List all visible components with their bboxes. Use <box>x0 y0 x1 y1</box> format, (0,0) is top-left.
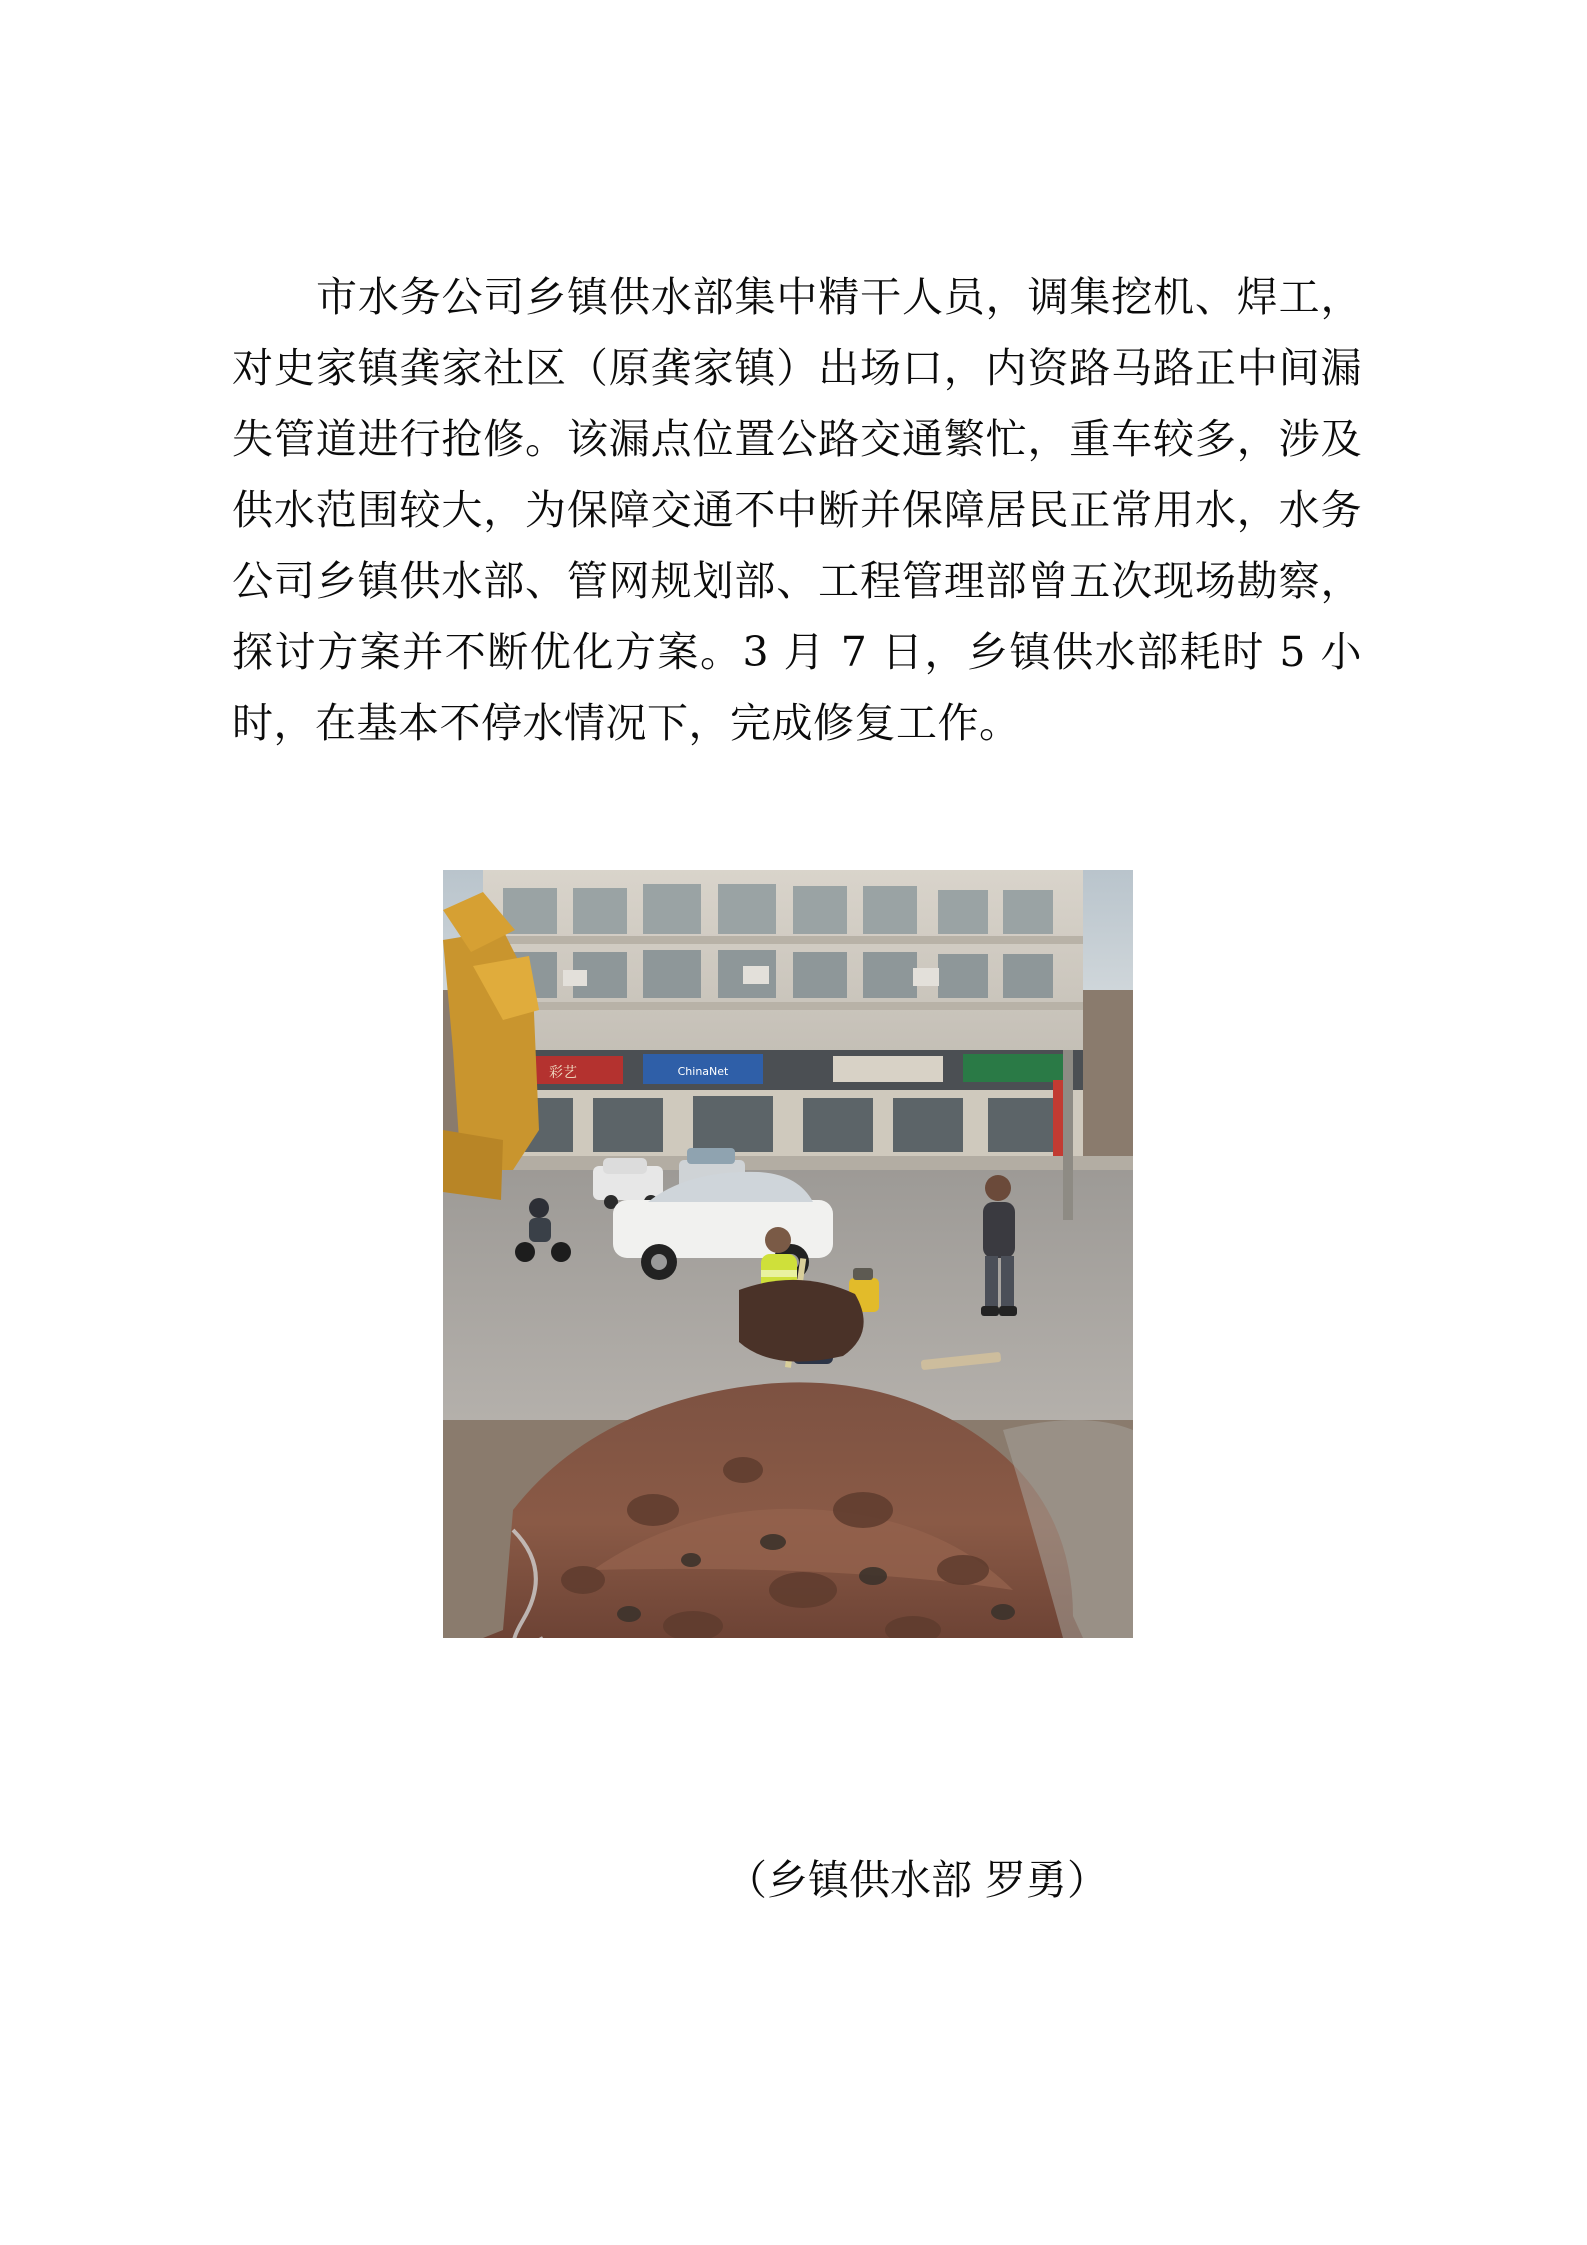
document-body <box>232 262 1362 759</box>
figure <box>443 870 1133 1638</box>
photo-caption: （乡镇供水部 罗勇） <box>725 1856 1109 1904</box>
svg-text:ChinaNet: ChinaNet <box>677 1065 729 1078</box>
body-paragraph: 市水务公司乡镇供水部集中精干人员，调集挖机、焊工，对史家镇龚家社区（原龚家镇）出场口，内资路马路正中间漏失管道进行抢修。该漏点位置公路交通繁忙，重车较多，涉及供水范围较大，为保障交通不中断并保障居民正常用水，水务公司乡镇供水部、管网规划部、工程管理部曾五次现场勘察，探讨方案并不断优化方案。3 月 7 日，乡镇供水部耗时 5 小时，在基本不停水情况下，完成修复工作。 <box>232 273 1362 747</box>
site-photo-illustration <box>443 870 1133 1638</box>
svg-text:彩艺: 彩艺 <box>549 1065 577 1081</box>
site-photo <box>443 870 1133 1638</box>
